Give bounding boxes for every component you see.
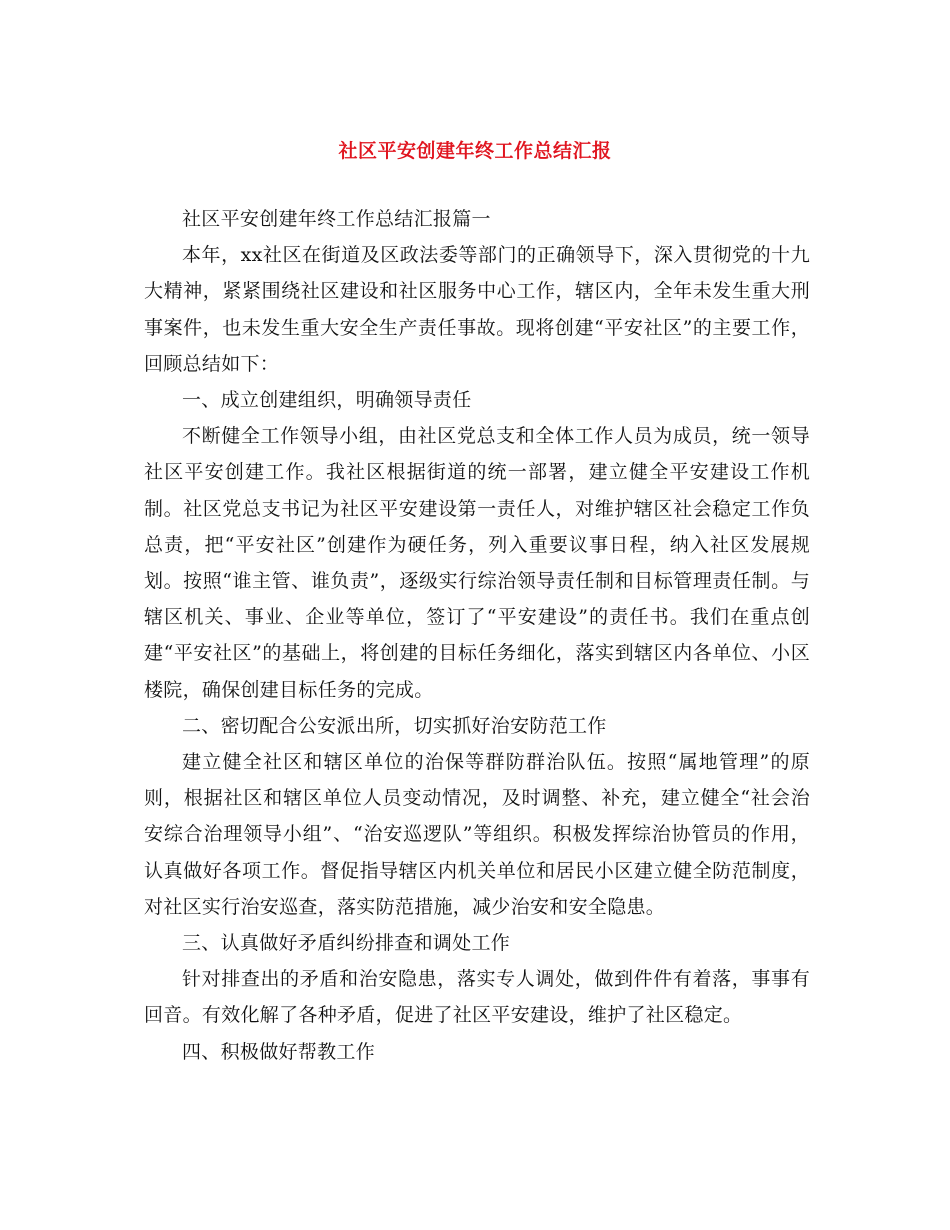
- body-paragraph: 针对排查出的矛盾和治安隐患，落实专人调处，做到件件有着落，事事有回音。有效化解了各种矛盾，促进了社区平安建设，维护了社区稳定。: [144, 968, 810, 1027]
- body-paragraph: 本年，xx社区在街道及区政法委等部门的正确领导下，深入贯彻党的十九大精神，紧紧围绕社区建设和社区服务中心工作，辖区内，全年未发生重大刑事案件，也未发生重大安全生产责任事故。现将创建“平安社区”的主要工作，回顾总结如下：: [144, 244, 810, 375]
- section-heading: 一、成立创建组织，明确领导责任: [182, 389, 472, 412]
- section-heading: 社区平安创建年终工作总结汇报篇一: [182, 208, 491, 230]
- section-heading: 二、密切配合公安派出所，切实抓好治安防范工作: [182, 714, 607, 737]
- body-paragraph: 不断健全工作领导小组，由社区党总支和全体工作人员为成员，统一领导社区平安创建工作。我社区根据街道的统一部署，建立健全平安建设工作机制。社区党总支书记为社区平安建设第一责任人，对维护辖区社会稳定工作负总责，把“平安社区”创建作为硬任务，列入重要议事日程，纳入社区发展规划。按照“谁主管、谁负责”，逐级实行综治领导责任制和目标管理责任制。与辖区机关、事业、企业等单位，签订了“平安建设”的责任书。我们在重点创建“平安社区”的基础上，将创建的目标任务细化，落实到辖区内各单位、小区楼院，确保创建目标任务的完成。: [144, 425, 810, 701]
- section-heading: 三、认真做好矛盾纠纷排查和调处工作: [182, 932, 511, 955]
- document-title: 社区平安创建年终工作总结汇报: [338, 140, 612, 162]
- body-paragraph: 建立健全社区和辖区单位的治保等群防群治队伍。按照“属地管理”的原则，根据社区和辖区单位人员变动情况，及时调整、补充，建立健全“社会治安综合治理领导小组”、“治安巡逻队”等组织。积极发挥综治协管员的作用，认真做好各项工作。督促指导辖区内机关单位和居民小区建立健全防范制度，对社区实行治安巡查，落实防范措施，减少治安和安全隐患。: [144, 751, 810, 918]
- section-heading: 四、积极做好帮教工作: [182, 1040, 376, 1063]
- document-body: [144, 201, 810, 1070]
